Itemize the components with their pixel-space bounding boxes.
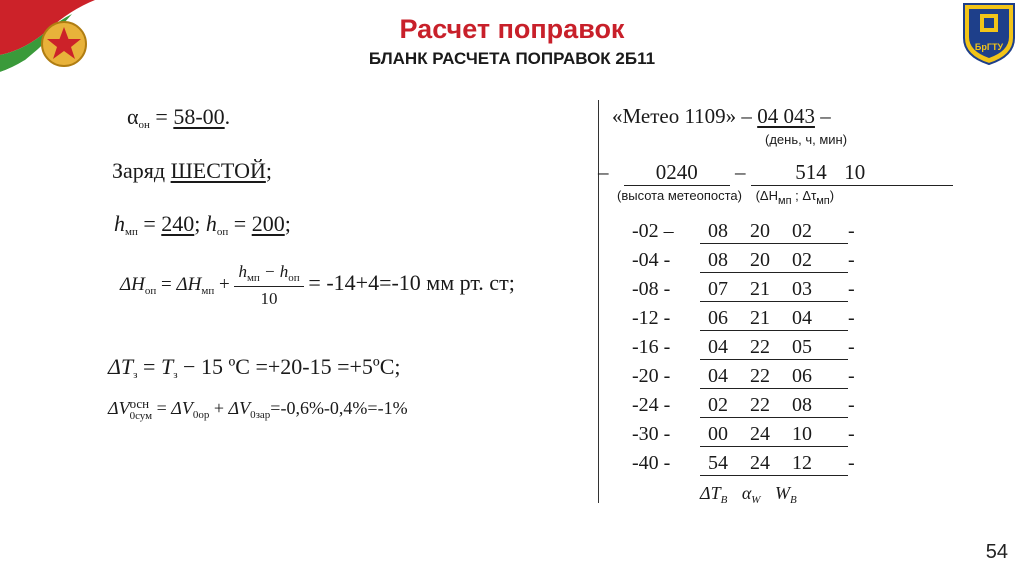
charge-line: Заряд ШЕСТОЙ; xyxy=(112,158,272,183)
row-value-2: 22 xyxy=(750,336,770,358)
row-values xyxy=(700,423,848,447)
station-height: 0240 xyxy=(624,160,730,186)
row-end: - xyxy=(848,452,855,474)
row-altitude: -30 - xyxy=(632,423,671,445)
alpha-value: 58-00 xyxy=(173,104,225,129)
row-altitude: -24 - xyxy=(632,394,671,416)
meteo-row xyxy=(632,394,855,418)
row-values xyxy=(700,307,848,331)
row-value-3: 05 xyxy=(792,336,812,358)
row-end: - xyxy=(848,336,855,358)
velocity-result: =-0,6%-0,4%=-1% xyxy=(270,398,408,419)
row-end: - xyxy=(848,423,855,445)
row-end: - xyxy=(848,278,855,300)
row-value-3: 04 xyxy=(792,307,812,329)
slide-subtitle: БЛАНК РАСЧЕТА ПОПРАВОК 2Б11 xyxy=(368,49,656,68)
row-value-2: 24 xyxy=(750,423,770,445)
meteo-caption: (день, ч, мин) xyxy=(765,132,848,147)
height-line: $h_{мп} = 240$; $h_{оп} = 200$; xyxy=(114,211,291,238)
row-value-2: 21 xyxy=(750,278,770,300)
row-value-2: 22 xyxy=(750,394,770,416)
row-value-1: 07 xyxy=(708,278,728,300)
meteo-row xyxy=(632,452,855,476)
meteo-row xyxy=(632,423,855,447)
row-altitude: -04 - xyxy=(632,249,671,271)
meteo-row xyxy=(632,307,855,331)
pressure-formula: $\Delta H_{оп} = \Delta H_{мп}$ + $\frac{h_{мп} - h_{оп}}{10}$ = -14+4=-10 мм рт. ст; xyxy=(120,262,515,308)
row-value-1: 00 xyxy=(708,423,728,445)
velocity-line: ΔV осн 0сум = $\Delta V_{0ор} + \Delta V_{0зар}=-0,6\%-0,4\%=-1\%$ xyxy=(108,396,408,422)
row-end: - xyxy=(848,249,855,271)
charge-value: ШЕСТОЙ xyxy=(170,158,266,183)
station-caption: (высота метеопоста) ($\Delta Н_{мп}$ ; $\Delta\tau_{мп}$) xyxy=(617,188,835,207)
meteo-row xyxy=(632,249,855,273)
row-value-3: 10 xyxy=(792,423,812,445)
row-value-3: 08 xyxy=(792,394,812,416)
station-dh: 514 xyxy=(751,160,827,186)
meteo-row xyxy=(632,336,855,360)
row-values xyxy=(700,278,848,302)
meteo-row xyxy=(632,220,855,244)
row-value-2: 24 xyxy=(750,452,770,474)
row-values xyxy=(700,220,848,244)
row-value-2: 20 xyxy=(750,249,770,271)
table-footer: $\Delta T_B$ $\alpha_W$ $W_B$ xyxy=(700,483,797,506)
station-line: – 0240 – 514 10 xyxy=(598,160,953,186)
row-end: - xyxy=(848,220,855,242)
row-value-3: 12 xyxy=(792,452,812,474)
meteo-row xyxy=(632,365,855,389)
station-dt: 10 xyxy=(827,160,883,186)
row-altitude: -08 - xyxy=(632,278,671,300)
temperature-line: $\Delta T_з = T_з - 15$ ºС =+20-15 =+5ºС; xyxy=(108,354,401,381)
row-end: - xyxy=(848,307,855,329)
row-end: - xyxy=(848,394,855,416)
row-altitude: -40 - xyxy=(632,452,671,474)
alpha-line: $\alpha_{он} = 58-00$. xyxy=(127,104,231,131)
row-values xyxy=(700,394,848,418)
emblem-text: БрГТУ xyxy=(974,42,1004,52)
row-value-1: 02 xyxy=(708,394,728,416)
row-altitude: -12 - xyxy=(632,307,671,329)
pressure-result: = -14+4=-10 мм рт. ст; xyxy=(308,269,515,295)
height-fraction: $\frac{h_{мп} - h_{оп}}{10}$ xyxy=(234,262,303,309)
row-value-1: 08 xyxy=(708,220,728,242)
row-value-1: 04 xyxy=(708,365,728,387)
row-value-1: 54 xyxy=(708,452,728,474)
row-value-3: 02 xyxy=(792,249,812,271)
row-value-3: 03 xyxy=(792,278,812,300)
row-value-1: 04 xyxy=(708,336,728,358)
row-end: - xyxy=(848,365,855,387)
row-altitude: -16 - xyxy=(632,336,671,358)
meteo-row xyxy=(632,278,855,302)
row-altitude: -20 - xyxy=(632,365,671,387)
row-altitude: -02 – xyxy=(632,220,674,242)
row-value-3: 02 xyxy=(792,220,812,242)
row-values xyxy=(700,249,848,273)
row-value-2: 20 xyxy=(750,220,770,242)
meteo-time: 04 043 xyxy=(757,104,815,128)
row-value-3: 06 xyxy=(792,365,812,387)
row-values xyxy=(700,336,848,360)
meteo-line: «Метео 1109» – 04 043 – xyxy=(612,104,831,128)
row-value-1: 08 xyxy=(708,249,728,271)
row-values xyxy=(700,452,848,476)
row-value-1: 06 xyxy=(708,307,728,329)
slide-title: Расчет поправок xyxy=(399,14,625,44)
row-values xyxy=(700,365,848,389)
row-value-2: 21 xyxy=(750,307,770,329)
page-number: 54 xyxy=(985,541,1008,563)
row-value-2: 22 xyxy=(750,365,770,387)
